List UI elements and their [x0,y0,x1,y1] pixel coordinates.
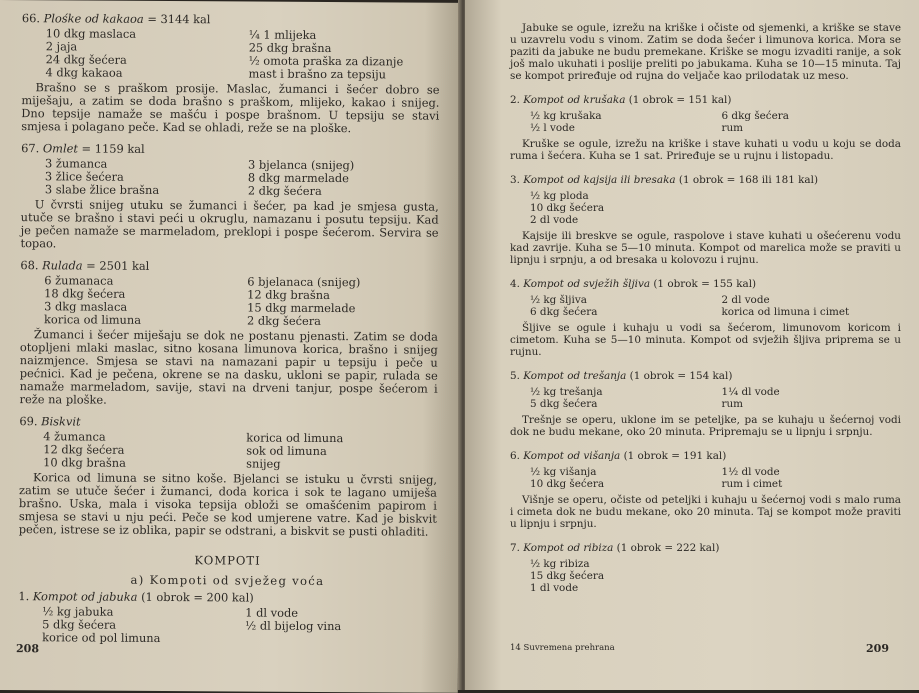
ingredient: 15 dkg marmelade [247,302,438,316]
ingredient: 10 dkg maslaca [46,27,237,41]
ingredient: 1½ dl vode [722,466,902,478]
recipe-title [510,450,901,462]
ingredient: ½ kg ribiza [530,558,710,570]
left-recipe-list [19,12,440,539]
ingredient-column-left [44,274,235,327]
ingredient: ½ omota praška za dizanje [249,55,440,69]
ingredient: ½ kg trešanja [530,386,710,398]
ingredient: 2 dl vode [722,294,902,306]
recipe [510,542,901,594]
ingredient: rum i cimet [722,478,902,490]
ingredient: 10 dkg šećera [530,202,710,214]
recipe [510,278,901,358]
ingredient: 5 dkg šećera [42,618,233,632]
recipe-title [22,12,440,28]
ingredient-column-left [46,27,237,80]
ingredient: 2 jaja [46,40,237,54]
recipe-instructions: Kajsije ili breskve se ogule, raspolove i stave kuhati u ošećerenu vodu kad zavrije. Kuha se 5—10 minuta. Kompot od marelica može se praviti u lipnju i srpnju, a od bresaka u kolovozu i rujnu. [510,230,901,266]
ingredient: 3 bjelanca (snijeg) [248,159,439,173]
recipe-meta: = 2501 kal [86,259,149,273]
ingredient: 15 dkg šećera [530,570,710,582]
ingredient: korica od limuna [44,313,235,327]
recipe [510,370,901,438]
recipe-instructions: Kruške se ogule, izrežu na kriške i stave kuhati u vodu u koju se doda ruma i šećera. Kuha se 1 sat. Priređuje se u rujnu i listopadu. [510,138,901,162]
page-number-right: 209 [866,642,889,655]
ingredient: ½ kg višanja [530,466,710,478]
ingredient-column-left [45,157,236,197]
recipe [20,259,439,409]
recipe-title [510,542,901,554]
recipe-name: Biskvit [41,414,81,428]
ingredient: ¼ 1 mlijeka [249,29,440,43]
ingredient: mast i brašno za tepsiju [249,68,440,82]
ingredient: ½ kg šljiva [530,294,710,306]
recipe-number: 67. [21,141,39,155]
recipe-title [510,174,901,186]
recipe-name: Kompot od višanja [523,450,620,462]
ingredient-column-right [722,190,902,226]
ingredient: 5 dkg šećera [530,398,710,410]
ingredient: 2 dkg šećera [247,315,438,329]
recipe-number: 3. [510,174,520,186]
ingredient: 1¼ dl vode [722,386,902,398]
ingredient: 12 dkg brašna [247,289,438,303]
recipe-name: Kompot od kajsija ili bresaka [523,174,675,186]
ingredient-column-right [722,558,902,594]
recipe-name: Kompot od svježih šljiva [523,278,650,290]
ingredient: 4 žumanca [43,430,234,444]
recipe-title [18,590,436,606]
ingredient-list [510,558,901,594]
ingredient: 10 dkg brašna [43,456,234,470]
ingredient: rum [722,398,902,410]
ingredient: korica od limuna i cimet [722,306,902,318]
ingredient-column-left [530,386,710,410]
recipe [21,12,440,136]
ingredient: 6 bjelanaca (snijeg) [247,276,438,290]
ingredient: 3 žumanca [45,157,236,171]
recipe-title [510,370,901,382]
recipe [510,94,901,162]
ingredient-column-right [722,466,902,490]
ingredient: 10 dkg šećera [530,478,710,490]
ingredient-list [510,190,901,226]
ingredient-list [21,157,439,199]
ingredient-column-right [722,386,902,410]
ingredient-column-right [722,110,902,134]
recipe [510,450,901,530]
recipe-name: Kompot od ribiza [523,542,613,554]
recipe [19,415,438,539]
recipe-title [20,259,438,275]
recipe [510,174,901,266]
recipe-instructions: Višnje se operu, očiste od peteljki i kuhaju u šećernoj vodi s malo ruma i cimeta dok ne budu mekane, oko 20 minuta. Taj se kompot može praviti u lipnju i srpnju. [510,494,901,530]
ingredient-list [510,294,901,318]
recipe-title [21,142,439,158]
recipe-title [510,94,901,106]
ingredient: 4 dkg kakaoa [46,66,237,80]
right-recipe-list [510,94,901,594]
ingredient-column-right [249,29,440,82]
recipe-instructions: Brašno se s praškom prosije. Maslac, žumanci i šećer dobro se miješaju, a zatim se doda brašno s praškom, mlijeko, kakao i snijeg. Dno tepsije namaže se mašću i pospe brašnom. U tepsiju se stavi smjesa i polagano peče. Kad se ohladi, reže se na ploške. [21,81,439,136]
ingredient: 25 dkg brašna [249,42,440,56]
recipe-meta: = 3144 kal [147,12,210,26]
ingredient: 2 dl vode [530,214,710,226]
ingredient-list [19,430,437,472]
apple-compote-instructions: Jabuke se ogule, izrežu na kriške i očiste od sjemenki, a kriške se stave u uzavrelu vodu s vinom. Zatim se doda šećer i limunova korica. Mora se paziti da jabuke ne budu premekane. Kriške se mogu izvaditi ranije, a sok još malo ukuhati i poslije preliti po jabukama. Kuha se 10—15 minuta. Taj se kompot priređuje od rujna do veljače kao prilodatak uz meso. [510,22,901,82]
ingredient: 18 dkg šećera [44,287,235,301]
recipe-instructions: U čvrsti snijeg utuku se žumanci i šećer, pa kad je smjesa gusta, utuče se brašno i stavi peći u okruglu, namazanu i posutu tepsiju. Kad je pečen namaže se marmeladom, preklopi i pospe šećerom. Servira se topao. [20,198,438,253]
recipe-title [510,278,901,290]
recipe-number: 7. [510,542,520,554]
recipe-meta: = 1159 kal [82,142,145,156]
recipe-instructions: Šljive se ogule i kuhaju u vodi sa šećerom, limunovom koricom i cimetom. Kuha se 5—10 minuta. Kompot od svježih šljiva priprema se u rujnu. [510,322,901,358]
right-page [465,0,919,690]
ingredient-column-right [248,159,439,199]
recipe-number: 5. [510,370,520,382]
recipe-meta: (1 obrok = 222 kal) [617,542,720,554]
compote-first [18,590,436,647]
ingredient-column-left [530,466,710,490]
ingredient-column-left [42,605,233,645]
ingredient-column-right [722,294,902,318]
ingredient: 3 slabe žlice brašna [45,183,236,197]
ingredient-list [22,27,440,82]
ingredient: ½ l vode [530,122,710,134]
recipe-meta: (1 obrok = 200 kal) [141,590,254,605]
ingredient: ½ dl bijelog vina [245,620,436,634]
recipe-meta: (1 obrok = 168 ili 181 kal) [679,174,818,186]
ingredient-column-left [530,294,710,318]
ingredient: 2 dkg šećera [248,185,439,199]
recipe-name: Rulada [42,258,83,272]
ingredient-column-left [530,558,710,594]
ingredient-column-left [43,430,234,470]
ingredient: korica od limuna [246,432,437,446]
ingredient: 8 dkg marmelade [248,172,439,186]
ingredient-column-right [246,432,437,472]
ingredient: ½ kg ploda [530,190,710,202]
ingredient: 12 dkg šećera [43,443,234,457]
recipe-number: 4. [510,278,520,290]
recipe-instructions: Trešnje se operu, uklone im se peteljke, pa se kuhaju u šećernoj vodi dok ne budu mekane, oko 20 minuta. Pripremaju se u lipnju i srpnju. [510,414,901,438]
recipe-number: 69. [19,414,37,428]
recipe-number: 66. [22,11,40,25]
recipe-name: Kompot od jabuka [33,589,138,604]
ingredient: 1 dl vode [530,582,710,594]
ingredient: 6 dkg šećera [722,110,902,122]
recipe-number: 68. [20,258,38,272]
ingredient: 24 dkg šećera [46,53,237,67]
recipe-name: Kompot od trešanja [523,370,626,382]
recipe-number: 6. [510,450,520,462]
ingredient: ½ kg krušaka [530,110,710,122]
ingredient: ½ kg jabuka [42,605,233,619]
ingredient: rum [722,122,902,134]
ingredient-column-left [530,110,710,134]
ingredient: 6 žumanaca [44,274,235,288]
section-title: KOMPOTI [19,552,437,569]
signature-mark: 14 Suvremena prehrana [510,643,615,653]
ingredient-list [20,274,438,329]
ingredient: 3 dkg maslaca [44,300,235,314]
recipe-meta: (1 obrok = 151 kal) [629,94,732,106]
ingredient-column-right [247,276,438,329]
recipe-instructions: Žumanci i šećer miješaju se dok ne postanu pjenasti. Zatim se doda otopljeni mlaki maslac, sitno kosana limunova korica, brašno i snijeg naizmjence. Smjesa se stavi na namazani papir u tepsiju i peče u pećnici. Kad je pečena, okrene se na dasku, ukloni se papir, rulada se namaže marmeladom, savije, stavi na drveni tanjur, pospe šećerom i reže na ploške. [20,328,438,409]
ingredient: korice od pol limuna [42,631,233,645]
recipe [20,142,439,253]
recipe-number: 2. [510,94,520,106]
subsection-title: a) Kompoti od svježeg voća [18,572,436,589]
ingredient: 3 žlice šećera [45,170,236,184]
ingredient-column-right [245,607,436,647]
ingredient-list [510,386,901,410]
recipe-name: Plośke od kakaoa [44,11,144,26]
recipe-number: 1. [18,589,29,603]
recipe-meta: (1 obrok = 155 kal) [653,278,756,290]
recipe-instructions: Korica od limuna se sitno koše. Bjelanci se istuku u čvrsti snijeg, zatim se utuče šećer i žumanci, doda korica i sok te lagano umiješa brašno. Uska, mala i visoka tepsija obloži se omašćenim papirom i smjesa se stavi u nju peći. Peče se kod umjerene vatre. Kad je biskvit pečen, istrese se iz oblika, papir se odstrani, a biskvit se pusti ohladiti. [19,471,437,539]
ingredient-list [18,605,436,647]
ingredient: 1 dl vode [245,607,436,621]
ingredient: sok od limuna [246,445,437,459]
ingredient: 6 dkg šećera [530,306,710,318]
ingredient-list [510,466,901,490]
recipe-meta: (1 obrok = 191 kal) [624,450,727,462]
recipe-name: Kompot od krušaka [523,94,625,106]
ingredient-list [510,110,901,134]
ingredient-column-left [530,190,710,226]
page-number-left: 208 [16,642,39,655]
recipe-name: Omlet [43,141,78,155]
recipe-title [19,415,437,431]
ingredient: snijeg [246,458,437,472]
recipe-meta: (1 obrok = 154 kal) [630,370,733,382]
